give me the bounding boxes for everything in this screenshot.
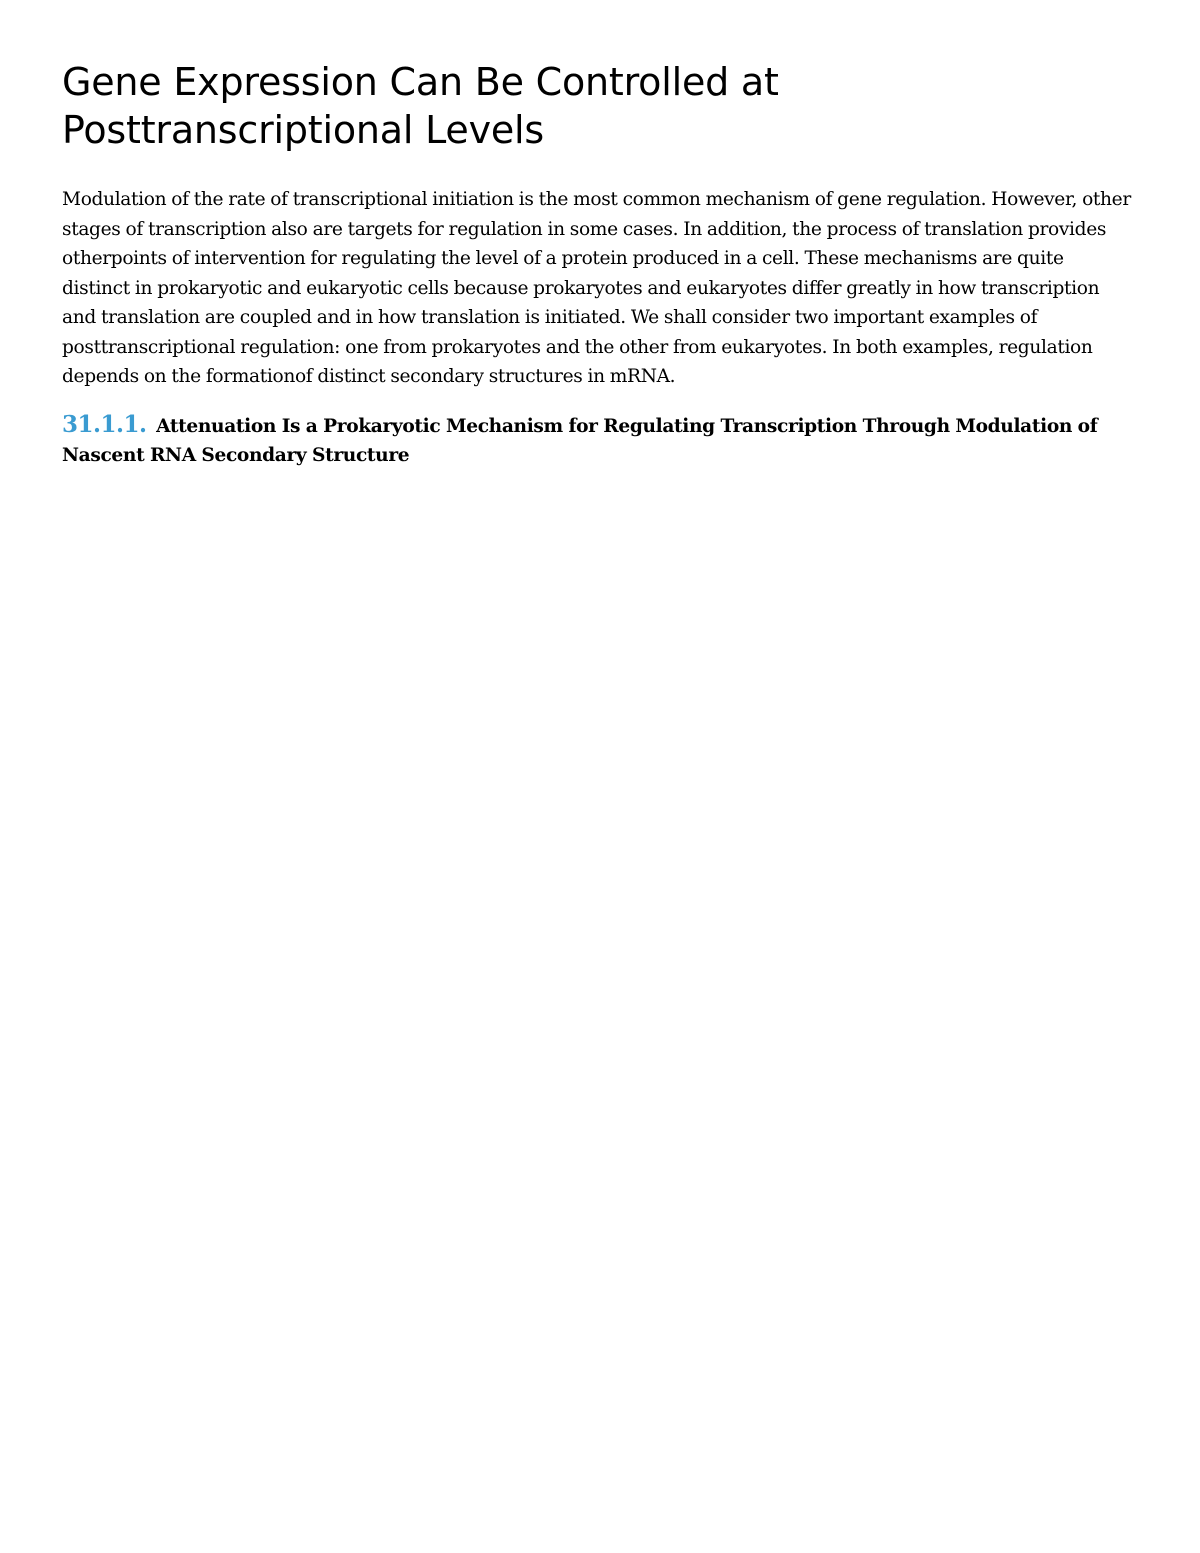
page-title: Gene Expression Can Be Controlled at Posttranscriptional Levels	[62, 60, 779, 152]
section-heading	[62, 410, 1132, 471]
section-title: Attenuation Is a Prokaryotic Mechanism for Regulating Transcription Through Modulation of Nascent RNA Secondary Structure	[62, 415, 1098, 466]
section-number: 31.1.1.	[62, 410, 147, 438]
document-content	[62, 58, 1132, 471]
body-paragraph: Modulation of the rate of transcriptional initiation is the most common mechanism of gene regulation. However, other stages of transcription also are targets for regulation in some cases. In addition, the process of translation provides otherpoints of intervention for regulating the level of a protein produced in a cell. These mechanisms are quite distinct in prokaryotic and eukaryotic cells because prokaryotes and eukaryotes differ greatly in how transcription and translation are coupled and in how translation is initiated. We shall consider two important examples of posttranscriptional regulation: one from prokaryotes and the other from eukaryotes. In both examples, regulation depends on the formationof distinct secondary structures in mRNA.	[62, 189, 1131, 387]
